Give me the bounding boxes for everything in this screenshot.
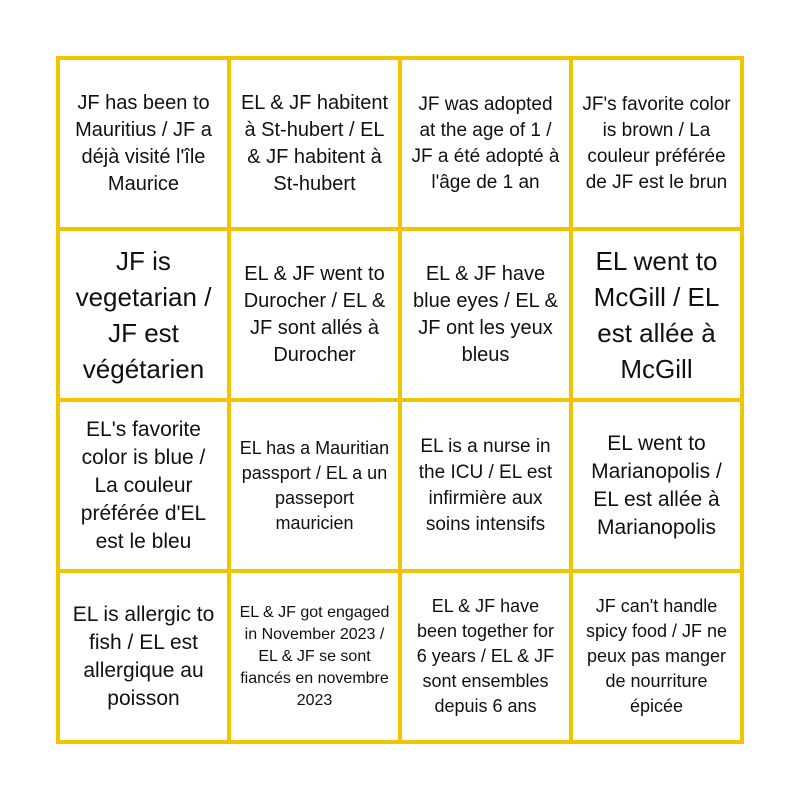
- bingo-cell-14[interactable]: [231, 573, 398, 740]
- bingo-cell-11[interactable]: [402, 402, 569, 569]
- bingo-cell-text: EL & JF have been together for 6 years / EL & JF sont ensembles depuis 6 ans: [416, 596, 555, 716]
- bingo-cell-10[interactable]: [231, 402, 398, 569]
- bingo-cell-text: EL's favorite color is blue / La couleur préférée d'EL est le bleu: [80, 417, 207, 553]
- bingo-cell-text: JF's favorite color is brown / La couleur préférée de JF est le brun: [582, 93, 731, 193]
- bingo-board: [56, 56, 744, 744]
- bingo-cell-text: EL has a Mauritian passport / EL a un passeport mauricien: [239, 437, 390, 533]
- bingo-cell-text: EL is a nurse in the ICU / EL est infirmière aux soins intensifs: [418, 435, 553, 535]
- bingo-cell-2[interactable]: [231, 60, 398, 227]
- bingo-cell-12[interactable]: [573, 402, 740, 569]
- bingo-cell-7[interactable]: [402, 231, 569, 398]
- bingo-cell-text: EL & JF went to Durocher / EL & JF sont allés à Durocher: [243, 262, 386, 366]
- bingo-cell-6[interactable]: [231, 231, 398, 398]
- bingo-cell-5[interactable]: [60, 231, 227, 398]
- bingo-cell-text: EL & JF habitent à St-hubert / EL & JF habitent à St-hubert: [240, 91, 389, 195]
- bingo-cell-text: EL & JF got engaged in November 2023 / EL & JF se sont fiancés en novembre 2023: [239, 603, 390, 709]
- bingo-cell-1[interactable]: [60, 60, 227, 227]
- bingo-cell-8[interactable]: [573, 231, 740, 398]
- bingo-cell-15[interactable]: [402, 573, 569, 740]
- bingo-cell-13[interactable]: [60, 573, 227, 740]
- bingo-cell-16[interactable]: [573, 573, 740, 740]
- bingo-cell-text: EL went to Marianopolis / EL est allée à Marianopolis: [591, 431, 722, 539]
- bingo-cell-text: EL went to McGill / EL est allée à McGill: [593, 245, 720, 384]
- bingo-cell-3[interactable]: [402, 60, 569, 227]
- bingo-cell-text: JF has been to Mauritius / JF a déjà visité l'île Maurice: [75, 91, 212, 195]
- bingo-cell-text: JF was adopted at the age of 1 / JF a été adopté à l'âge de 1 an: [411, 93, 560, 193]
- bingo-cell-text: JF can't handle spicy food / JF ne peux pas manger de nourriture épicée: [585, 596, 728, 716]
- bingo-cell-4[interactable]: [573, 60, 740, 227]
- bingo-cell-text: JF is vegetarian / JF est végétarien: [75, 245, 212, 384]
- bingo-cell-text: EL & JF have blue eyes / EL & JF ont les yeux bleus: [413, 262, 558, 366]
- bingo-cell-text: EL is allergic to fish / EL est allergique au poisson: [72, 602, 215, 710]
- bingo-cell-9[interactable]: [60, 402, 227, 569]
